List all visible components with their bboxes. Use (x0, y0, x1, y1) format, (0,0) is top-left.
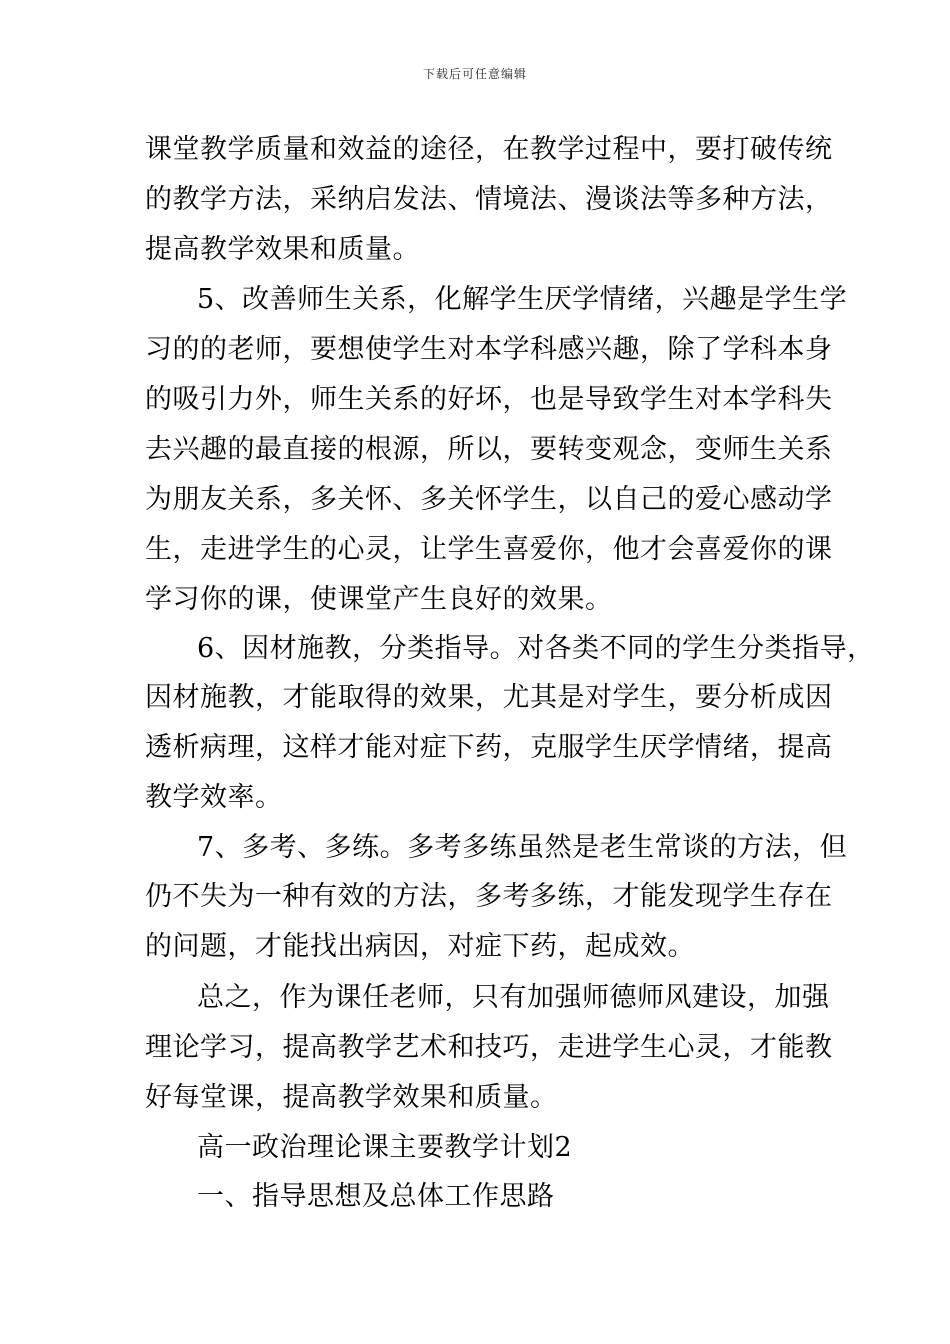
text-line: 生，走进学生的心灵，让学生喜爱你，他才会喜爱你的课 (145, 534, 833, 565)
page-header-note: 下载后可任意编辑 (422, 67, 527, 81)
paragraph-first-line: 总之，作为课任老师，只有加强师德师风建设，加强 (197, 982, 830, 1013)
text-line: 课堂教学质量和效益的途径，在教学过程中，要打破传统 (145, 134, 833, 165)
text-line: 为朋友关系，多关怀、多关怀学生，以自己的爱心感动学 (145, 484, 833, 515)
text-line: 的问题，才能找出病因，对症下药，起成效。 (145, 931, 695, 962)
section-heading: 一、指导思想及总体工作思路 (197, 1181, 555, 1212)
text-line: 去兴趣的最直接的根源，所以，要转变观念，变师生关系 (145, 434, 833, 465)
text-line: 因材施教，才能取得的效果，尤其是对学生，要分析成因 (145, 682, 833, 713)
text-line: 好每堂课，提高教学效果和质量。 (145, 1082, 558, 1113)
text-line: 透析病理，这样才能对症下药，克服学生厌学情绪，提高 (145, 732, 833, 763)
text-line: 仍不失为一种有效的方法，多考多练，才能发现学生存在 (145, 881, 833, 912)
text-line: 提高教学效果和质量。 (145, 234, 420, 265)
paragraph-first-line: 5、改善师生关系，化解学生厌学情绪，兴趣是学生学 (197, 284, 848, 315)
text-line: 学习你的课，使课堂产生良好的效果。 (145, 584, 613, 615)
text-line: 习的的老师，要想使学生对本学科感兴趣，除了学科本身 (145, 334, 833, 365)
paragraph-first-line: 6、因材施教，分类指导。对各类不同的学生分类指导， (197, 633, 875, 664)
section-title: 高一政治理论课主要教学计划2 (197, 1132, 573, 1163)
text-line: 的教学方法，采纳启发法、情境法、漫谈法等多种方法， (145, 184, 833, 215)
text-line: 教学效率。 (145, 782, 283, 813)
text-line: 理论学习，提高教学艺术和技巧，走进学生心灵，才能教 (145, 1032, 833, 1063)
text-line: 的吸引力外，师生关系的好坏，也是导致学生对本学科失 (145, 384, 833, 415)
paragraph-first-line: 7、多考、多练。多考多练虽然是老生常谈的方法，但 (197, 832, 848, 863)
